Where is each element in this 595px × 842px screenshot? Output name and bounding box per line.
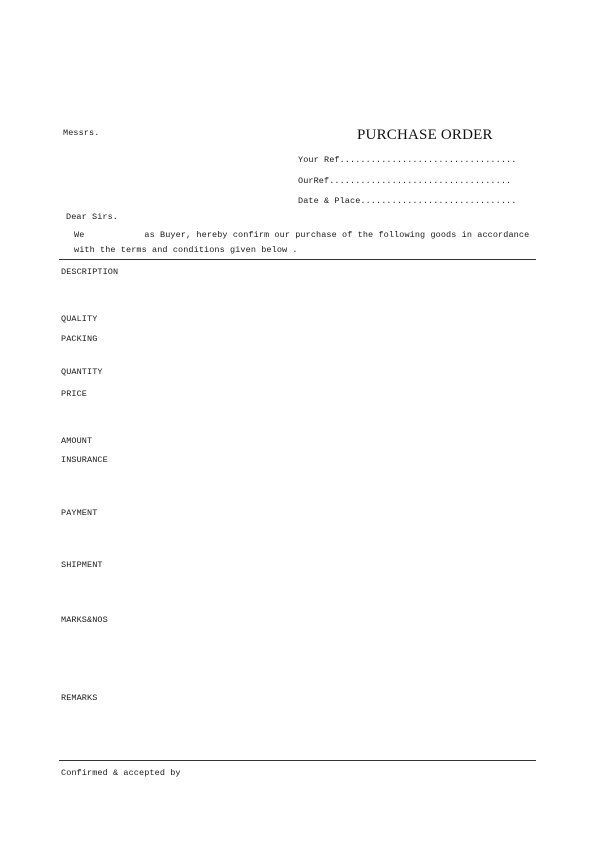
- field-price: PRICE: [61, 389, 88, 399]
- bottom-divider: [59, 760, 536, 761]
- top-divider: [59, 259, 536, 260]
- field-amount: AMOUNT: [61, 436, 93, 446]
- document-title: PURCHASE ORDER: [357, 127, 493, 143]
- date-place-line: Date & Place..............................: [298, 196, 517, 206]
- field-payment: PAYMENT: [61, 508, 98, 518]
- intro-line1: as Buyer, hereby confirm our purchase of the following goods in accordance: [144, 230, 530, 240]
- field-quality: QUALITY: [61, 314, 98, 324]
- field-insurance: INSURANCE: [61, 455, 108, 465]
- field-marks-nos: MARKS&NOS: [61, 615, 108, 625]
- field-packing: PACKING: [61, 334, 98, 344]
- salutation: Dear Sirs.: [66, 212, 119, 222]
- field-shipment: SHIPMENT: [61, 560, 103, 570]
- intro-line2: with the terms and conditions given below .: [74, 245, 298, 255]
- confirmed-accepted-label: Confirmed & accepted by: [61, 768, 181, 778]
- field-remarks: REMARKS: [61, 693, 98, 703]
- field-description: DESCRIPTION: [61, 267, 119, 277]
- your-ref-line: Your Ref..................................: [298, 155, 517, 165]
- intro-we: We: [74, 230, 85, 240]
- our-ref-line: OurRef...................................: [298, 176, 512, 186]
- field-quantity: QUANTITY: [61, 367, 103, 377]
- messrs-label: Messrs.: [63, 128, 100, 138]
- intro-paragraph: [74, 228, 535, 258]
